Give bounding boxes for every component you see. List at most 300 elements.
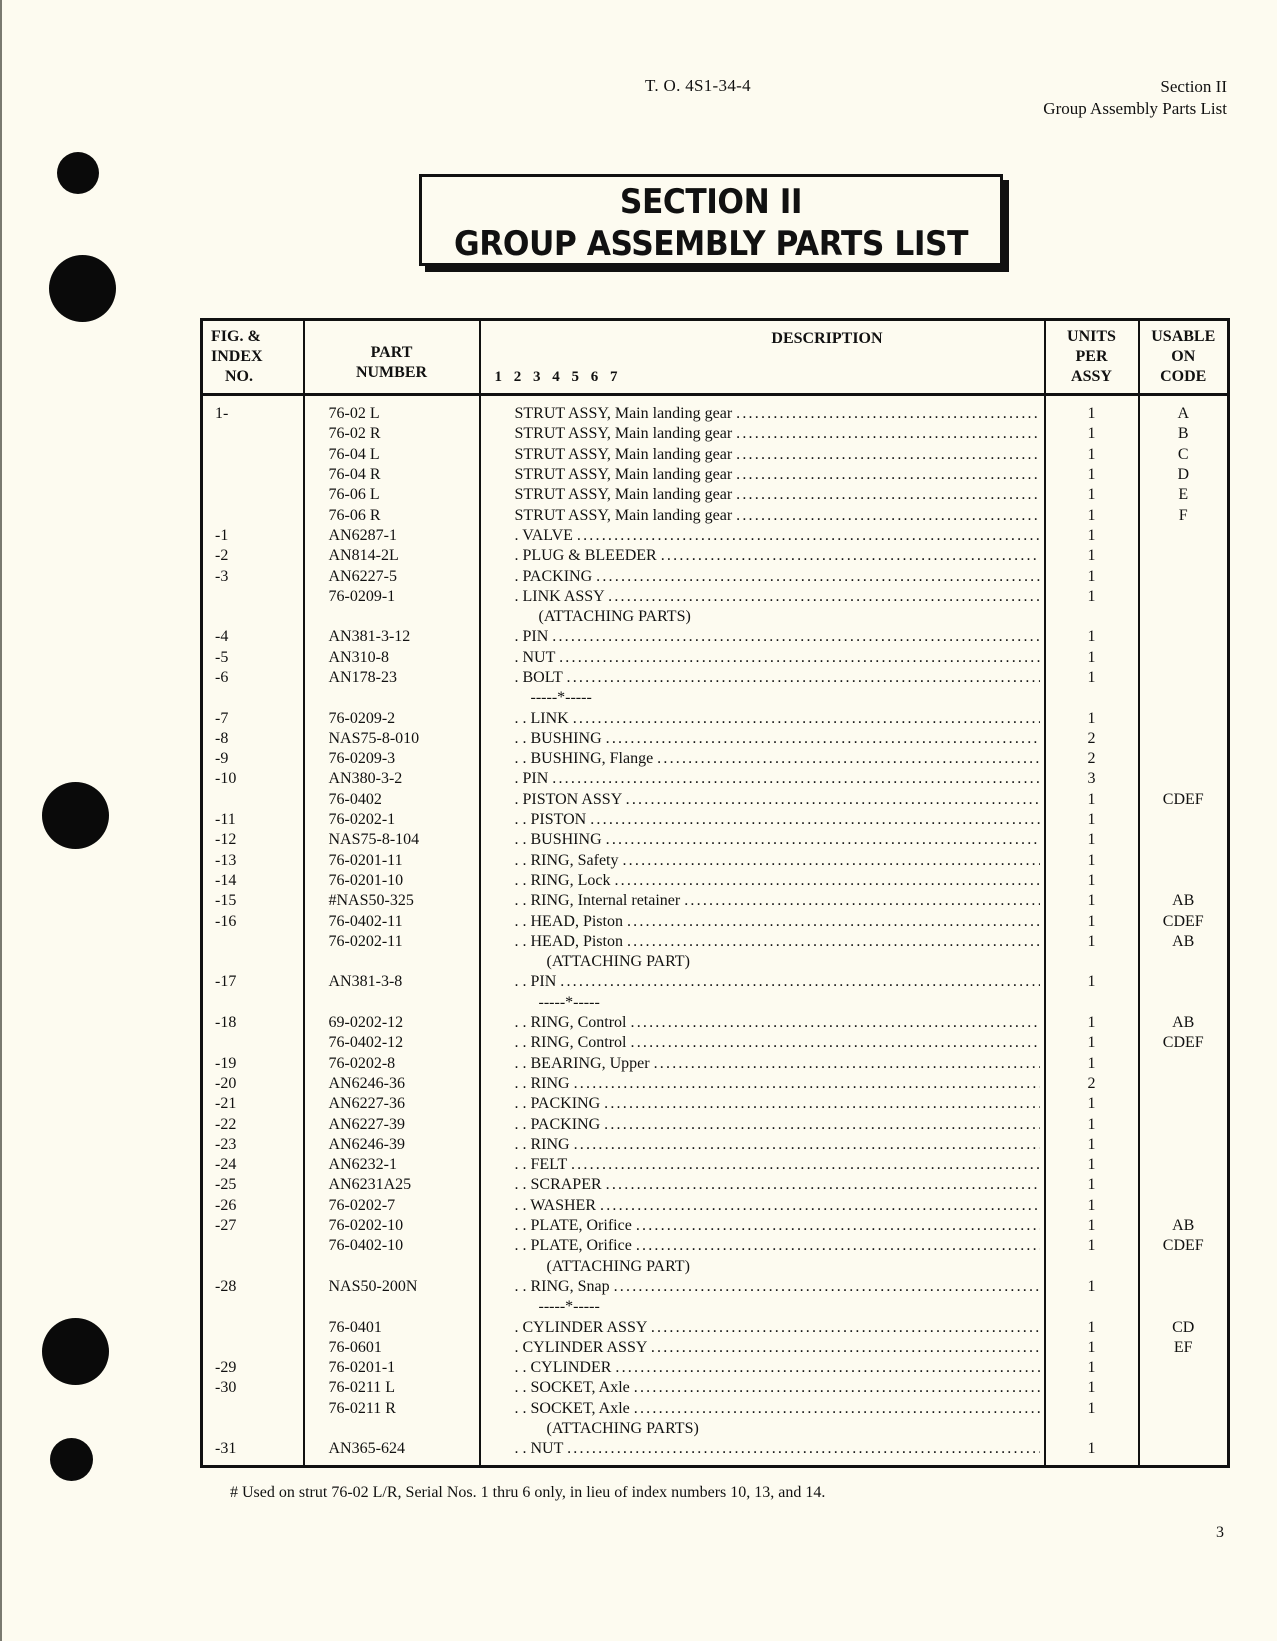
description-content bbox=[515, 445, 1040, 465]
index-cell: -25 bbox=[202, 1175, 304, 1195]
description-text: . . NUT bbox=[514, 1440, 568, 1458]
leader-dots bbox=[567, 1439, 1039, 1459]
usable-on-code-cell bbox=[1139, 668, 1229, 688]
table-row bbox=[202, 1155, 1229, 1175]
part-number-cell: 76-0209-3 bbox=[304, 749, 480, 769]
units-per-assy-cell: 1 bbox=[1045, 1378, 1139, 1398]
usable-on-code-cell bbox=[1139, 627, 1229, 647]
usable-on-code-cell bbox=[1139, 566, 1229, 586]
leader-dots bbox=[627, 932, 1040, 952]
usable-on-code-cell: F bbox=[1139, 505, 1229, 525]
units-per-assy-cell: 1 bbox=[1045, 1135, 1139, 1155]
leader-dots bbox=[634, 1399, 1040, 1419]
description-text: . . FELT bbox=[514, 1156, 571, 1174]
index-cell: -24 bbox=[202, 1155, 304, 1175]
part-number-cell bbox=[304, 688, 480, 708]
part-number-cell bbox=[304, 1297, 480, 1317]
table-row bbox=[202, 810, 1229, 830]
leader-dots bbox=[567, 668, 1040, 688]
description-text: (ATTACHING PART) bbox=[514, 1257, 690, 1275]
description-text: . . BUSHING bbox=[514, 729, 606, 747]
leader-dots bbox=[622, 851, 1039, 871]
units-per-assy-cell: 1 bbox=[1045, 445, 1139, 465]
index-cell bbox=[202, 1297, 304, 1317]
description-content bbox=[515, 729, 1040, 749]
description-content bbox=[515, 1155, 1040, 1175]
part-number-cell: NAS75-8-104 bbox=[304, 830, 480, 850]
usable-on-code-cell bbox=[1139, 993, 1229, 1013]
usable-on-code-cell bbox=[1139, 607, 1229, 627]
description-content bbox=[515, 709, 1040, 729]
table-row bbox=[202, 790, 1229, 810]
part-number-cell bbox=[304, 952, 480, 972]
units-per-assy-cell: 1 bbox=[1045, 1196, 1139, 1216]
usable-on-code-cell bbox=[1139, 1419, 1229, 1439]
index-cell: -26 bbox=[202, 1196, 304, 1216]
table-row bbox=[202, 587, 1229, 607]
header-text: PART bbox=[370, 344, 413, 361]
units-per-assy-cell: 1 bbox=[1045, 708, 1139, 728]
index-cell: -23 bbox=[202, 1135, 304, 1155]
description-cell bbox=[480, 830, 1045, 850]
table-row bbox=[202, 1439, 1229, 1467]
leader-dots bbox=[736, 424, 1039, 444]
description-text: . . SOCKET, Axle bbox=[514, 1399, 634, 1417]
description-text: . PLUG & BLEEDER bbox=[514, 547, 661, 565]
table-row bbox=[202, 546, 1229, 566]
description-text: . PIN bbox=[514, 770, 553, 788]
part-number-cell: 76-0401 bbox=[304, 1317, 480, 1337]
description-content bbox=[515, 627, 1040, 647]
description-text: -----*----- bbox=[514, 993, 600, 1011]
index-cell: -28 bbox=[202, 1277, 304, 1297]
usable-on-code-cell bbox=[1139, 688, 1229, 708]
description-text: . . BUSHING, Flange bbox=[514, 750, 658, 768]
usable-on-code-cell: AB bbox=[1139, 1013, 1229, 1033]
table-row bbox=[202, 993, 1229, 1013]
description-cell bbox=[480, 1378, 1045, 1398]
column-header-part-number bbox=[304, 320, 480, 395]
table-row bbox=[202, 729, 1229, 749]
usable-on-code-cell: B bbox=[1139, 424, 1229, 444]
leader-dots bbox=[627, 912, 1040, 932]
description-cell bbox=[480, 1175, 1045, 1195]
description-cell bbox=[480, 871, 1045, 891]
units-per-assy-cell: 1 bbox=[1045, 1236, 1139, 1256]
leader-dots bbox=[574, 1135, 1040, 1155]
leader-dots bbox=[573, 709, 1040, 729]
units-per-assy-cell: 1 bbox=[1045, 1439, 1139, 1467]
leader-dots bbox=[552, 769, 1039, 789]
description-content bbox=[515, 567, 1040, 587]
units-per-assy-cell: 1 bbox=[1045, 505, 1139, 525]
usable-on-code-cell bbox=[1139, 1439, 1229, 1467]
usable-on-code-cell: CD bbox=[1139, 1317, 1229, 1337]
header-text: ASSY bbox=[1071, 368, 1112, 385]
part-number-cell: 76-0201-10 bbox=[304, 871, 480, 891]
table-row bbox=[202, 871, 1229, 891]
index-cell bbox=[202, 505, 304, 525]
usable-on-code-cell: D bbox=[1139, 465, 1229, 485]
units-per-assy-cell: 1 bbox=[1045, 871, 1139, 891]
table-row bbox=[202, 566, 1229, 586]
table-row bbox=[202, 526, 1229, 546]
description-text: (ATTACHING PART) bbox=[514, 953, 690, 971]
column-header-units-per-assy bbox=[1045, 320, 1139, 395]
tech-order-number: T. O. 4S1-34-4 bbox=[645, 76, 751, 95]
units-per-assy-cell: 1 bbox=[1045, 830, 1139, 850]
description-content bbox=[515, 851, 1040, 871]
description-text: STRUT ASSY, Main landing gear bbox=[514, 486, 737, 504]
part-number-cell: AN310-8 bbox=[304, 648, 480, 668]
description-text: . CYLINDER ASSY bbox=[514, 1338, 651, 1356]
units-per-assy-cell bbox=[1045, 993, 1139, 1013]
usable-on-code-cell bbox=[1139, 851, 1229, 871]
usable-on-code-cell: A bbox=[1139, 395, 1229, 425]
description-content bbox=[515, 404, 1040, 424]
description-cell bbox=[480, 1419, 1045, 1439]
usable-on-code-cell bbox=[1139, 1277, 1229, 1297]
units-per-assy-cell: 1 bbox=[1045, 1114, 1139, 1134]
part-number-cell: AN381-3-8 bbox=[304, 972, 480, 992]
index-cell bbox=[202, 790, 304, 810]
table-row bbox=[202, 1216, 1229, 1236]
index-cell: -20 bbox=[202, 1074, 304, 1094]
description-cell bbox=[480, 911, 1045, 931]
description-cell bbox=[480, 729, 1045, 749]
table-row bbox=[202, 1399, 1229, 1419]
description-content bbox=[515, 1257, 1040, 1277]
usable-on-code-cell bbox=[1139, 749, 1229, 769]
description-text: -----*----- bbox=[514, 1298, 600, 1316]
units-per-assy-cell: 1 bbox=[1045, 485, 1139, 505]
index-cell bbox=[202, 952, 304, 972]
units-per-assy-cell: 1 bbox=[1045, 395, 1139, 425]
usable-on-code-cell bbox=[1139, 830, 1229, 850]
usable-on-code-cell bbox=[1139, 952, 1229, 972]
units-per-assy-cell: 1 bbox=[1045, 891, 1139, 911]
table-row bbox=[202, 607, 1229, 627]
description-cell bbox=[480, 1196, 1045, 1216]
description-text: (ATTACHING PARTS) bbox=[514, 1419, 699, 1437]
part-number-cell: 76-0202-8 bbox=[304, 1054, 480, 1074]
index-cell: 1- bbox=[202, 395, 304, 425]
description-cell bbox=[480, 790, 1045, 810]
part-number-cell: 76-0402-10 bbox=[304, 1236, 480, 1256]
description-cell bbox=[480, 891, 1045, 911]
table-row bbox=[202, 1013, 1229, 1033]
description-content bbox=[515, 1297, 1040, 1317]
description-cell bbox=[480, 1358, 1045, 1378]
table-row bbox=[202, 1297, 1229, 1317]
table-row bbox=[202, 891, 1229, 911]
usable-on-code-cell: CDEF bbox=[1139, 790, 1229, 810]
description-content bbox=[515, 648, 1040, 668]
index-cell: -15 bbox=[202, 891, 304, 911]
units-per-assy-cell: 1 bbox=[1045, 1277, 1139, 1297]
units-per-assy-cell: 1 bbox=[1045, 1317, 1139, 1337]
leader-dots bbox=[606, 830, 1040, 850]
description-text: . VALVE bbox=[514, 526, 577, 544]
units-per-assy-cell: 1 bbox=[1045, 851, 1139, 871]
description-cell bbox=[480, 1236, 1045, 1256]
description-content bbox=[515, 912, 1040, 932]
usable-on-code-cell bbox=[1139, 1074, 1229, 1094]
usable-on-code-cell: AB bbox=[1139, 891, 1229, 911]
part-number-cell: 76-0201-11 bbox=[304, 851, 480, 871]
index-cell bbox=[202, 1256, 304, 1276]
index-cell bbox=[202, 1236, 304, 1256]
units-per-assy-cell: 1 bbox=[1045, 1175, 1139, 1195]
index-cell: -4 bbox=[202, 627, 304, 647]
description-content bbox=[515, 1094, 1040, 1114]
index-cell bbox=[202, 1399, 304, 1419]
description-content bbox=[515, 993, 1040, 1013]
part-number-cell: 76-0209-1 bbox=[304, 587, 480, 607]
column-header-index bbox=[202, 320, 304, 395]
table-row bbox=[202, 445, 1229, 465]
description-content bbox=[515, 952, 1040, 972]
index-cell: -8 bbox=[202, 729, 304, 749]
part-number-cell: AN6232-1 bbox=[304, 1155, 480, 1175]
part-number-cell: 76-02 R bbox=[304, 424, 480, 444]
usable-on-code-cell: C bbox=[1139, 445, 1229, 465]
index-cell: -22 bbox=[202, 1114, 304, 1134]
index-cell: -5 bbox=[202, 648, 304, 668]
description-content bbox=[515, 587, 1040, 607]
usable-on-code-cell: CDEF bbox=[1139, 1033, 1229, 1053]
part-number-cell: 76-0202-7 bbox=[304, 1196, 480, 1216]
leader-dots bbox=[552, 627, 1039, 647]
table-row bbox=[202, 424, 1229, 444]
index-cell: -7 bbox=[202, 708, 304, 728]
description-content bbox=[515, 1399, 1040, 1419]
description-cell bbox=[480, 445, 1045, 465]
header-text: UNITS bbox=[1067, 328, 1116, 345]
units-per-assy-cell: 2 bbox=[1045, 1074, 1139, 1094]
description-cell bbox=[480, 566, 1045, 586]
usable-on-code-cell: EF bbox=[1139, 1338, 1229, 1358]
description-cell bbox=[480, 1135, 1045, 1155]
description-cell bbox=[480, 648, 1045, 668]
description-cell bbox=[480, 1338, 1045, 1358]
usable-on-code-cell bbox=[1139, 972, 1229, 992]
usable-on-code-cell bbox=[1139, 1114, 1229, 1134]
description-text: . . PLATE, Orifice bbox=[514, 1237, 636, 1255]
description-cell bbox=[480, 708, 1045, 728]
description-text: . . HEAD, Piston bbox=[514, 932, 627, 950]
table-row bbox=[202, 1033, 1229, 1053]
index-cell bbox=[202, 993, 304, 1013]
description-cell bbox=[480, 769, 1045, 789]
table-row bbox=[202, 1277, 1229, 1297]
table-row bbox=[202, 1094, 1229, 1114]
index-cell: -27 bbox=[202, 1216, 304, 1236]
table-row bbox=[202, 485, 1229, 505]
usable-on-code-cell: AB bbox=[1139, 932, 1229, 952]
units-per-assy-cell: 1 bbox=[1045, 566, 1139, 586]
units-per-assy-cell: 1 bbox=[1045, 1094, 1139, 1114]
index-cell bbox=[202, 485, 304, 505]
description-content bbox=[515, 688, 1040, 708]
leader-dots bbox=[636, 1236, 1040, 1256]
description-content bbox=[515, 830, 1040, 850]
description-cell bbox=[480, 1074, 1045, 1094]
index-cell: -11 bbox=[202, 810, 304, 830]
table-row bbox=[202, 688, 1229, 708]
header-text: ON bbox=[1171, 348, 1196, 365]
part-number-cell bbox=[304, 1256, 480, 1276]
description-cell bbox=[480, 688, 1045, 708]
leader-dots bbox=[736, 445, 1039, 465]
leader-dots bbox=[657, 749, 1039, 769]
part-number-cell: 76-0202-1 bbox=[304, 810, 480, 830]
description-text: . . PIN bbox=[514, 973, 561, 991]
description-content bbox=[515, 1439, 1040, 1459]
description-text: . . HEAD, Piston bbox=[514, 912, 627, 930]
leader-dots bbox=[614, 871, 1039, 891]
description-content bbox=[515, 810, 1040, 830]
units-per-assy-cell: 1 bbox=[1045, 668, 1139, 688]
leader-dots bbox=[634, 1378, 1040, 1398]
part-number-cell: 76-04 R bbox=[304, 465, 480, 485]
column-header-description bbox=[480, 320, 1045, 395]
leader-dots bbox=[608, 587, 1039, 607]
description-content bbox=[515, 769, 1040, 789]
usable-on-code-cell bbox=[1139, 526, 1229, 546]
leader-dots bbox=[736, 485, 1039, 505]
description-content bbox=[515, 424, 1040, 444]
index-cell: -30 bbox=[202, 1378, 304, 1398]
units-per-assy-cell: 2 bbox=[1045, 729, 1139, 749]
table-row bbox=[202, 830, 1229, 850]
binder-hole-icon bbox=[42, 782, 109, 849]
leader-dots bbox=[736, 506, 1039, 526]
section-title-line1: SECTION II bbox=[619, 182, 803, 222]
description-text: . . BUSHING bbox=[514, 831, 606, 849]
units-per-assy-cell: 1 bbox=[1045, 587, 1139, 607]
units-per-assy-cell: 1 bbox=[1045, 465, 1139, 485]
usable-on-code-cell bbox=[1139, 1256, 1229, 1276]
description-cell bbox=[480, 1054, 1045, 1074]
description-text: . . PISTON bbox=[514, 811, 591, 829]
part-number-cell: AN381-3-12 bbox=[304, 627, 480, 647]
index-cell bbox=[202, 932, 304, 952]
usable-on-code-cell bbox=[1139, 587, 1229, 607]
usable-on-code-cell bbox=[1139, 871, 1229, 891]
index-cell: -2 bbox=[202, 546, 304, 566]
part-number-cell: 76-06 R bbox=[304, 505, 480, 525]
part-number-cell: AN6287-1 bbox=[304, 526, 480, 546]
usable-on-code-cell bbox=[1139, 708, 1229, 728]
description-content bbox=[515, 891, 1040, 911]
usable-on-code-cell bbox=[1139, 1175, 1229, 1195]
part-number-cell: AN178-23 bbox=[304, 668, 480, 688]
units-per-assy-cell: 1 bbox=[1045, 972, 1139, 992]
part-number-cell bbox=[304, 607, 480, 627]
index-cell: -31 bbox=[202, 1439, 304, 1467]
table-row bbox=[202, 911, 1229, 931]
part-number-cell bbox=[304, 993, 480, 1013]
description-cell bbox=[480, 1399, 1045, 1419]
units-per-assy-cell: 1 bbox=[1045, 424, 1139, 444]
description-text: . PACKING bbox=[514, 567, 597, 585]
binder-hole-icon bbox=[57, 152, 99, 194]
part-number-cell: AN6246-39 bbox=[304, 1135, 480, 1155]
parts-table-body bbox=[202, 395, 1229, 1467]
units-per-assy-cell: 1 bbox=[1045, 1358, 1139, 1378]
usable-on-code-cell bbox=[1139, 1054, 1229, 1074]
description-cell bbox=[480, 1013, 1045, 1033]
index-cell: -17 bbox=[202, 972, 304, 992]
units-per-assy-cell: 1 bbox=[1045, 648, 1139, 668]
table-row bbox=[202, 648, 1229, 668]
index-cell: -16 bbox=[202, 911, 304, 931]
usable-on-code-cell: AB bbox=[1139, 1216, 1229, 1236]
description-content bbox=[515, 1054, 1040, 1074]
header-text: CODE bbox=[1160, 368, 1207, 385]
description-cell bbox=[480, 587, 1045, 607]
page-number: 3 bbox=[1216, 1524, 1224, 1541]
index-cell: -29 bbox=[202, 1358, 304, 1378]
leader-dots bbox=[590, 810, 1039, 830]
index-cell bbox=[202, 607, 304, 627]
description-cell bbox=[480, 932, 1045, 952]
description-cell bbox=[480, 546, 1045, 566]
usable-on-code-cell bbox=[1139, 1399, 1229, 1419]
part-number-cell: AN6231A25 bbox=[304, 1175, 480, 1195]
units-per-assy-cell: 1 bbox=[1045, 911, 1139, 931]
description-cell bbox=[480, 1277, 1045, 1297]
description-text: . . RING, Snap bbox=[514, 1277, 614, 1295]
description-text: . . RING, Internal retainer bbox=[514, 892, 685, 910]
header-text: NUMBER bbox=[355, 364, 428, 381]
usable-on-code-cell bbox=[1139, 648, 1229, 668]
part-number-cell: 76-0601 bbox=[304, 1338, 480, 1358]
units-per-assy-cell: 1 bbox=[1045, 932, 1139, 952]
part-number-cell bbox=[304, 1419, 480, 1439]
header-text: NO. bbox=[225, 368, 253, 385]
usable-on-code-cell bbox=[1139, 546, 1229, 566]
usable-on-code-cell bbox=[1139, 1378, 1229, 1398]
leader-dots bbox=[596, 567, 1039, 587]
part-number-cell: NAS50-200N bbox=[304, 1277, 480, 1297]
description-cell bbox=[480, 607, 1045, 627]
part-number-cell: 76-0202-11 bbox=[304, 932, 480, 952]
description-cell bbox=[480, 485, 1045, 505]
description-text: . BOLT bbox=[514, 669, 567, 686]
description-cell bbox=[480, 1114, 1045, 1134]
part-number-cell: AN6227-36 bbox=[304, 1094, 480, 1114]
description-cell bbox=[480, 1256, 1045, 1276]
part-number-cell: AN6246-36 bbox=[304, 1074, 480, 1094]
units-per-assy-cell bbox=[1045, 1256, 1139, 1276]
table-row bbox=[202, 708, 1229, 728]
part-number-cell: AN6227-39 bbox=[304, 1114, 480, 1134]
leader-dots bbox=[606, 729, 1040, 749]
part-number-cell: 76-0209-2 bbox=[304, 708, 480, 728]
units-per-assy-cell bbox=[1045, 1297, 1139, 1317]
table-row bbox=[202, 972, 1229, 992]
usable-on-code-cell bbox=[1139, 1196, 1229, 1216]
description-cell bbox=[480, 993, 1045, 1013]
usable-on-code-cell bbox=[1139, 1358, 1229, 1378]
description-text: . . RING bbox=[514, 1074, 574, 1092]
units-per-assy-cell: 1 bbox=[1045, 627, 1139, 647]
part-number-cell: 76-0211 R bbox=[304, 1399, 480, 1419]
description-cell bbox=[480, 668, 1045, 688]
table-row bbox=[202, 749, 1229, 769]
